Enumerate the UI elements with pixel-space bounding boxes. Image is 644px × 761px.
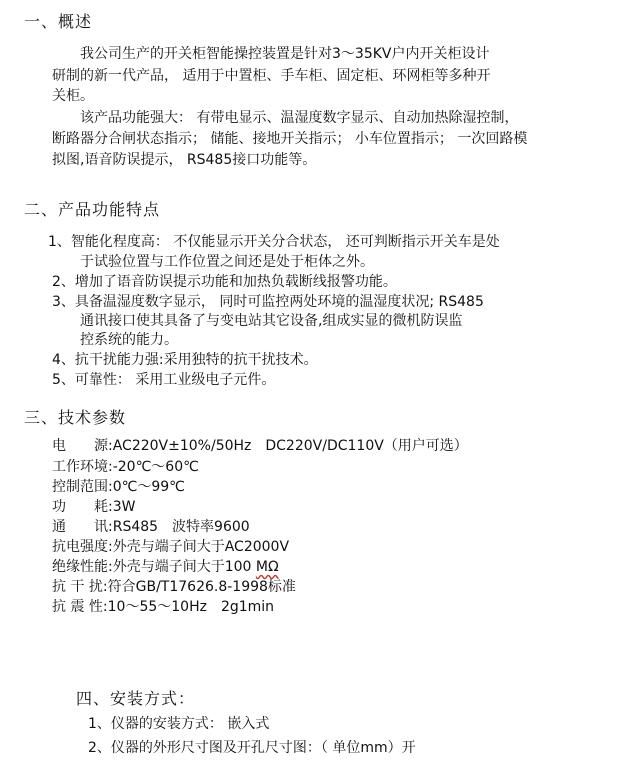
spec-row-environment: [52, 460, 199, 474]
overview-p1-line1: 我公司生产的开关柜智能操控装置是针对3～35KV户内开关柜设计: [80, 46, 490, 62]
feature-line-2: 2、增加了语音防误提示功能和加热负载断线报警功能。: [52, 274, 397, 290]
spec-row-insulation: [52, 560, 279, 574]
section-heading-features: 二、产品功能特点: [24, 200, 161, 219]
spec-value: RS485 波特率9600: [112, 519, 250, 535]
feature-line-1-cont: 于试验位置与工作位置之间还是处于柜体之外。: [80, 254, 374, 270]
spec-value: 外壳与端子间大于100: [112, 559, 256, 575]
section-heading-overview: 一、概述: [24, 12, 93, 31]
spec-row-vibration: [52, 600, 274, 614]
spec-key: 功 耗:: [52, 499, 113, 515]
spec-value: 10～55～10Hz 2g1min: [107, 599, 275, 615]
spec-row-anti-interference: [52, 580, 296, 594]
spec-value-unit: MΩ: [255, 559, 279, 575]
install-line-2: 2、仪器的外形尺寸图及开孔尺寸图：（ 单位mm）开: [88, 740, 416, 756]
spec-value: AC220V±10%/50Hz DC220V/DC110V（用户可选）: [112, 438, 468, 454]
spec-key: 工作环境:: [52, 459, 113, 475]
section-heading-install: 四、安装方式：: [76, 689, 196, 708]
overview-p2-line1: 该产品功能强大： 有带电显示、温湿度数字显示、自动加热除湿控制，: [80, 110, 519, 126]
feature-line-3-cont2: 控系统的能力。: [80, 332, 178, 348]
overview-p2-line3: 拟图,语音防误提示， RS485接口功能等。: [52, 152, 317, 168]
spec-value: 3W: [112, 499, 136, 515]
spec-value: -20℃～60℃: [112, 459, 199, 475]
overview-p2-line2: 断路器分合闸状态指示； 储能、接地开关指示； 小车位置指示； 一次回路模: [52, 131, 528, 147]
install-line-1: 1、仪器的安装方式： 嵌入式: [88, 716, 270, 732]
overview-p1-line3: 关柜。: [52, 88, 94, 104]
spec-row-power: [52, 439, 468, 453]
spec-row-dielectric: [52, 540, 289, 554]
spec-key: 电 源:: [52, 438, 113, 454]
spec-value: 0℃～99℃: [112, 479, 185, 495]
spec-value: 外壳与端子间大于AC2000V: [112, 539, 290, 555]
section-heading-specs: 三、技术参数: [24, 408, 127, 427]
spec-key: 绝缘性能:: [52, 559, 113, 575]
feature-line-5: 5、可靠性： 采用工业级电子元件。: [52, 372, 276, 388]
feature-line-4: 4、抗干扰能力强:采用独特的抗干扰技术。: [52, 352, 318, 368]
feature-line-1: 1、智能化程度高： 不仅能显示开关分合状态， 还可判断指示开关车是处: [48, 234, 500, 250]
spec-key: 抗 干 扰:: [52, 579, 108, 595]
spec-key: 通 讯:: [52, 519, 113, 535]
spec-key: 控制范围:: [52, 479, 113, 495]
spec-key: 抗电强度:: [52, 539, 113, 555]
spec-key: 抗 震 性:: [52, 599, 108, 615]
spec-value: 符合GB/T17626.8-1998标准: [107, 579, 296, 595]
spec-row-consumption: [52, 500, 135, 514]
spec-row-control-range: [52, 480, 185, 494]
feature-line-3: 3、具备温湿度数字显示， 同时可监控两处环境的温湿度状况; RS485: [52, 294, 484, 310]
overview-p1-line2: 研制的新一代产品， 适用于中置柜、手车柜、固定柜、环网柜等多种开: [52, 68, 491, 84]
spec-row-communication: [52, 520, 250, 534]
feature-line-3-cont: 通讯接口使其具备了与变电站其它设备,组成实显的微机防误监: [80, 313, 463, 329]
